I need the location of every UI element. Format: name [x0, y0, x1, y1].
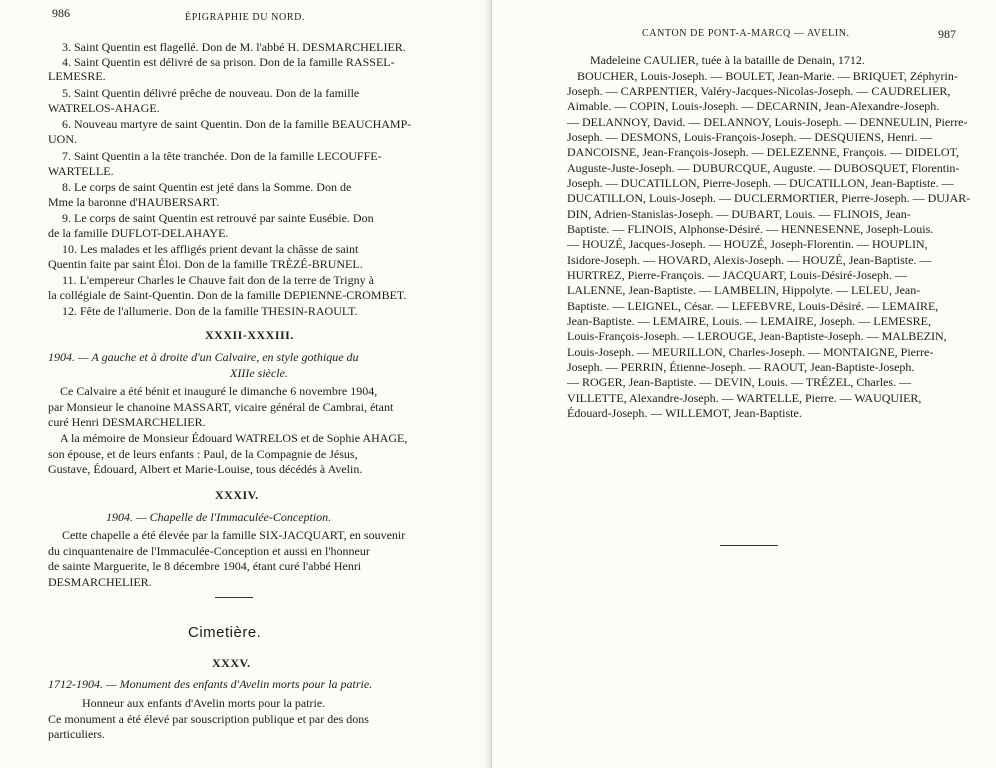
- text-line: Joseph. — DESMONS, Louis-François-Joseph. — DESQUIENS, Henri. —: [567, 130, 933, 144]
- text-line: Honneur aux enfants d'Avelin morts pour la patrie.: [82, 696, 326, 710]
- text-line: Joseph. — CARPENTIER, Valéry-Jacques-Nicolas-Joseph. — CAUDRELIER,: [567, 84, 951, 98]
- text-line: Baptiste. — FLINOIS, Alphonse-Désiré. — HENNESENNE, Joseph-Louis.: [567, 222, 934, 236]
- left-running-head: ÉPIGRAPHIE DU NORD.: [185, 12, 306, 23]
- text-line: LALENNE, Jean-Baptiste. — LAMBELIN, Hippolyte. — LELEU, Jean-: [567, 283, 921, 297]
- text-line: Jean-Baptiste. — LEMAIRE, Louis. — LEMAIRE, Joseph. — LEMESRE,: [567, 314, 931, 328]
- text-line: la collégiale de Saint-Quentin. Don de la famille DEPIENNE-CROMBET.: [48, 288, 407, 302]
- text-line: Cette chapelle a été élevée par la famille SIX-JACQUART, en souvenir: [62, 528, 406, 542]
- text-line: particuliers.: [48, 727, 105, 741]
- text-line: Baptiste. — LEIGNEL, César. — LEFEBVRE, Louis-Désiré. — LEMAIRE,: [567, 299, 939, 313]
- text-line: Auguste-Juste-Joseph. — DUBURCQUE, Auguste. — DUBOSQUET, Florentin-: [567, 161, 960, 175]
- text-line: LEMESRE.: [48, 69, 106, 83]
- text-line: de sainte Marguerite, le 8 décembre 1904, étant curé l'abbé Henri: [48, 559, 362, 573]
- text-line: Madeleine CAULIER, tuée à la bataille de Denain, 1712.: [590, 53, 865, 67]
- text-line: 1904. — Chapelle de l'Immaculée-Conception.: [106, 510, 332, 524]
- text-line: Isidore-Joseph. — HOVARD, Alexis-Joseph. — HOUZÉ, Jean-Baptiste. —: [567, 253, 932, 267]
- text-line: Joseph. — DUCATILLON, Pierre-Joseph. — DUCATILLON, Jean-Baptiste. —: [567, 176, 954, 190]
- text-line: 1712-1904. — Monument des enfants d'Avelin morts pour la patrie.: [48, 677, 373, 691]
- text-line: DUCATILLON, Louis-Joseph. — DUCLERMORTIER, Pierre-Joseph. — DUJAR-: [567, 191, 971, 205]
- text-line: 5. Saint Quentin délivré prêche de nouveau. Don de la famille: [62, 86, 360, 100]
- section-title: Cimetière.: [188, 624, 262, 641]
- text-line: XIIIe siècle.: [230, 366, 288, 380]
- text-line: de la famille DUFLOT-DELAHAYE.: [48, 226, 229, 240]
- text-line: 11. L'empereur Charles le Chauve fait don de la terre de Trigny à: [62, 273, 374, 287]
- text-line: Mme la baronne d'HAUBERSART.: [48, 195, 220, 209]
- text-line: — DELANNOY, David. — DELANNOY, Louis-Joseph. — DENNEULIN, Pierre-: [567, 115, 968, 129]
- text-line: 4. Saint Quentin est délivré de sa prison. Don de la famille RASSEL-: [62, 55, 395, 69]
- text-line: DANCOISNE, Jean-François-Joseph. — DELEZENNE, François. — DIDELOT,: [567, 145, 960, 159]
- text-line: Louis-François-Joseph. — LEROUGE, Jean-Baptiste-Joseph. — MALBEZIN,: [567, 329, 947, 343]
- text-line: BOUCHER, Louis-Joseph. — BOULET, Jean-Marie. — BRIQUET, Zéphyrin-: [577, 69, 958, 83]
- text-line: DESMARCHELIER.: [48, 575, 152, 589]
- divider: [720, 545, 778, 546]
- text-line: A la mémoire de Monsieur Édouard WATRELOS et de Sophie AHAGE,: [60, 431, 408, 445]
- left-page-number: 986: [52, 6, 70, 20]
- text-line: Ce Calvaire a été bénit et inauguré le dimanche 6 novembre 1904,: [60, 384, 378, 398]
- right-page: [492, 0, 996, 768]
- text-line: — HOUZÉ, Jacques-Joseph. — HOUZÉ, Joseph-Florentin. — HOUPLIN,: [567, 237, 928, 251]
- text-line: UON.: [48, 132, 77, 146]
- right-running-head: CANTON DE PONT-A-MARCQ — AVELIN.: [642, 28, 850, 39]
- text-line: WATRELOS-AHAGE.: [48, 101, 160, 115]
- text-line: 7. Saint Quentin a la tête tranchée. Don de la famille LECOUFFE-: [62, 149, 382, 163]
- text-line: VILLETTE, Alexandre-Joseph. — WARTELLE, Pierre. — WAUQUIER,: [567, 391, 922, 405]
- text-line: 3. Saint Quentin est flagellé. Don de M. l'abbé H. DESMARCHELIER.: [62, 40, 406, 54]
- text-line: du cinquantenaire de l'Immaculée-Conception et aussi en l'honneur: [48, 544, 370, 558]
- text-line: 12. Fête de l'allumerie. Don de la famille THESIN-RAOULT.: [62, 304, 358, 318]
- divider: [215, 597, 253, 598]
- text-line: 10. Les malades et les affligés prient devant la châsse de saint: [62, 242, 359, 256]
- text-line: — ROGER, Jean-Baptiste. — DEVIN, Louis. — TRÉZEL, Charles. —: [567, 375, 912, 389]
- text-line: curé Henri DESMARCHELIER.: [48, 415, 206, 429]
- text-line: 6. Nouveau martyre de saint Quentin. Don de la famille BEAUCHAMP-: [62, 117, 412, 131]
- text-line: HURTREZ, Pierre-François. — JACQUART, Louis-Désiré-Joseph. —: [567, 268, 907, 282]
- text-line: Gustave, Édouard, Albert et Marie-Louise, tous décédés à Avelin.: [48, 462, 363, 476]
- text-line: son épouse, et de leurs enfants : Paul, de la Compagnie de Jésus,: [48, 447, 358, 461]
- section-heading: XXXV.: [212, 656, 251, 670]
- section-heading: XXXII-XXXIII.: [205, 328, 294, 342]
- text-line: 9. Le corps de saint Quentin est retrouvé par sainte Eusébie. Don: [62, 211, 374, 225]
- text-line: DIN, Adrien-Stanislas-Joseph. — DUBART, Louis. — FLINOIS, Jean-: [567, 207, 911, 221]
- text-line: Louis-Joseph. — MEURILLON, Charles-Joseph. — MONTAIGNE, Pierre-: [567, 345, 934, 359]
- text-line: Édouard-Joseph. — WILLEMOT, Jean-Baptiste.: [567, 406, 802, 420]
- text-line: Joseph. — PERRIN, Étienne-Joseph. — RAOUT, Jean-Baptiste-Joseph.: [567, 360, 915, 374]
- text-line: Ce monument a été élevé par souscription publique et par des dons: [48, 712, 369, 726]
- text-line: 1904. — A gauche et à droite d'un Calvaire, en style gothique du: [48, 350, 359, 364]
- text-line: Quentin faite par saint Éloi. Don de la famille TRÈZÉ-BRUNEL.: [48, 257, 363, 271]
- section-heading: XXXIV.: [215, 488, 259, 502]
- text-line: par Monsieur le chanoine MASSART, vicaire général de Cambrai, étant: [48, 400, 394, 414]
- left-page: [0, 0, 492, 768]
- text-line: Aimable. — COPIN, Louis-Joseph. — DECARNIN, Jean-Alexandre-Joseph.: [567, 99, 940, 113]
- text-line: 8. Le corps de saint Quentin est jeté dans la Somme. Don de: [62, 180, 352, 194]
- right-page-number: 987: [938, 27, 956, 41]
- text-line: WARTELLE.: [48, 164, 114, 178]
